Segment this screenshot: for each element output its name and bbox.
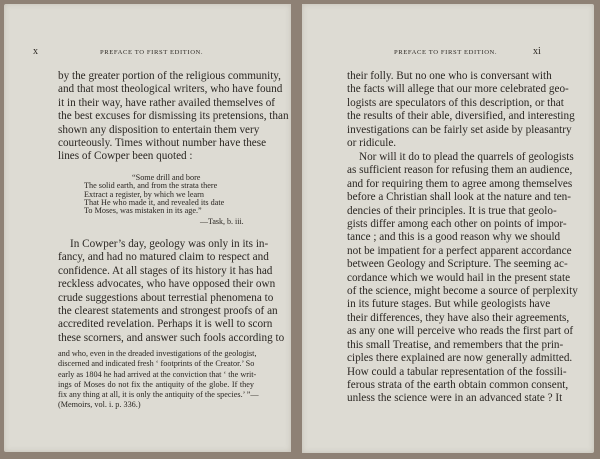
text-line: courteously. Times without number have these xyxy=(58,137,267,150)
footnote-line: discerned and indicated fresh ‘ footprints of the Creator.’ So xyxy=(58,359,255,369)
text-line: the best excuses for dismissing its pretensions, than xyxy=(58,110,289,123)
text-line: cordance which we would hail in the present state xyxy=(347,271,571,284)
footnote-line: fix any thing at all, it is only the antiquity of the species.’ ”— xyxy=(58,390,259,400)
text-line: as any one will perceive who reads the first part of xyxy=(347,325,574,338)
verse-line: “Some drill and bore xyxy=(132,173,201,182)
text-line: gists differ among each other on points of impor- xyxy=(347,218,567,231)
verse-line: To Moses, was mistaken in its age.” xyxy=(84,206,202,216)
text-line: their folly. But no one who is conversant with xyxy=(347,70,552,82)
text-line: reckless advocates, who have opposed their own xyxy=(58,278,276,291)
footnote-line: ings of Moses do not fix the antiquity of the globe. If they xyxy=(58,379,254,389)
text-line: or ridicule. xyxy=(347,137,397,150)
text-line: and that most theological writers, who have found xyxy=(58,83,283,96)
text-line: logists are speculators of this description, or that xyxy=(347,96,564,109)
text-line: the clearest statements and strongest proofs of an xyxy=(58,305,278,318)
text-line: as sufficient reason for refusing them an audience, xyxy=(347,164,573,177)
text-line: it in their way, have rather availed themselves of xyxy=(58,96,276,109)
text-line: lines of Cowper been quoted : xyxy=(58,150,193,163)
text-line: not be impatient for a perfect apparent accordance xyxy=(347,244,572,257)
paragraph xyxy=(58,70,289,164)
footnote-line: (Memoirs, vol. i. p. 336.) xyxy=(58,400,141,410)
text-line: In Cowper’s day, geology was only in its in- xyxy=(70,238,269,250)
text-line: confidence. At all stages of its history it has had xyxy=(58,264,273,277)
footnote xyxy=(58,349,259,411)
verse-line: Extract a register, by which we learn xyxy=(84,189,204,199)
text-line: investigations can be fairly set aside by pleasantry xyxy=(347,123,572,136)
page-number: xi xyxy=(533,46,541,57)
text-line: crude suggestions about terrestial phenomena to xyxy=(58,291,274,304)
text-line: shown any disposition to entertain them very xyxy=(58,123,260,136)
text-line: dencies of their principles. It is true that geolo- xyxy=(347,204,557,217)
verse-quotation xyxy=(84,174,224,215)
paragraph xyxy=(347,151,578,406)
text-line: between Geology and Scripture. The seeming ac- xyxy=(347,258,568,271)
left-page xyxy=(4,4,291,452)
text-line: and for requiring them to agree among themselves xyxy=(347,177,573,190)
text-line: ferous strata of the earth obtain common consent, xyxy=(347,378,569,391)
running-head: PREFACE TO FIRST EDITION. xyxy=(100,49,204,56)
paragraph xyxy=(347,70,575,150)
text-line: tance ; and this is a good reason why we should xyxy=(347,231,561,244)
text-line: the facts will allege that our more celebrated geo- xyxy=(347,83,569,96)
text-line: in its future stages. But while geologists have xyxy=(347,298,551,311)
footnote-line: early as 1804 he had arrived at the conviction that ‘ the writ- xyxy=(58,369,257,379)
text-line: these scorners, and answer such fools according to xyxy=(58,331,285,344)
footnote-line: and who, even in the dreaded investigations of the geologist, xyxy=(58,349,257,358)
text-line: this small Treatise, and remembers that the prin- xyxy=(347,338,564,351)
text-line: Nor will it do to plead the quarrels of geologists xyxy=(359,151,574,163)
text-line: the results of their able, diversified, and interesting xyxy=(347,110,575,123)
text-line: unless the science were in an advanced state ? It xyxy=(347,392,563,405)
text-line: accredited revelation. Perhaps it is well to scorn xyxy=(58,318,273,331)
verse-line: That He who made it, and revealed its date xyxy=(84,197,225,207)
paragraph xyxy=(58,238,285,345)
text-line: by the greater portion of the religious community, xyxy=(58,70,281,82)
page-number: x xyxy=(33,46,38,57)
running-head: PREFACE TO FIRST EDITION. xyxy=(394,49,498,56)
text-line: ciples there explained are now generally admitted. xyxy=(347,352,573,365)
text-line: of the science, might become a source of perplexity xyxy=(347,285,578,298)
text-line: before a Christian shall look at the nature and ten- xyxy=(347,191,571,204)
text-line: fancy, and had no matured claim to respect and xyxy=(58,251,269,264)
verse-line: The solid earth, and from the strata there xyxy=(84,181,218,191)
verse-attribution: —Task, b. iii. xyxy=(200,217,244,226)
text-line: their differences, they have also their agreements, xyxy=(347,311,570,324)
text-line: How could a tabular representation of the fossili- xyxy=(347,365,567,378)
right-page xyxy=(302,4,594,453)
